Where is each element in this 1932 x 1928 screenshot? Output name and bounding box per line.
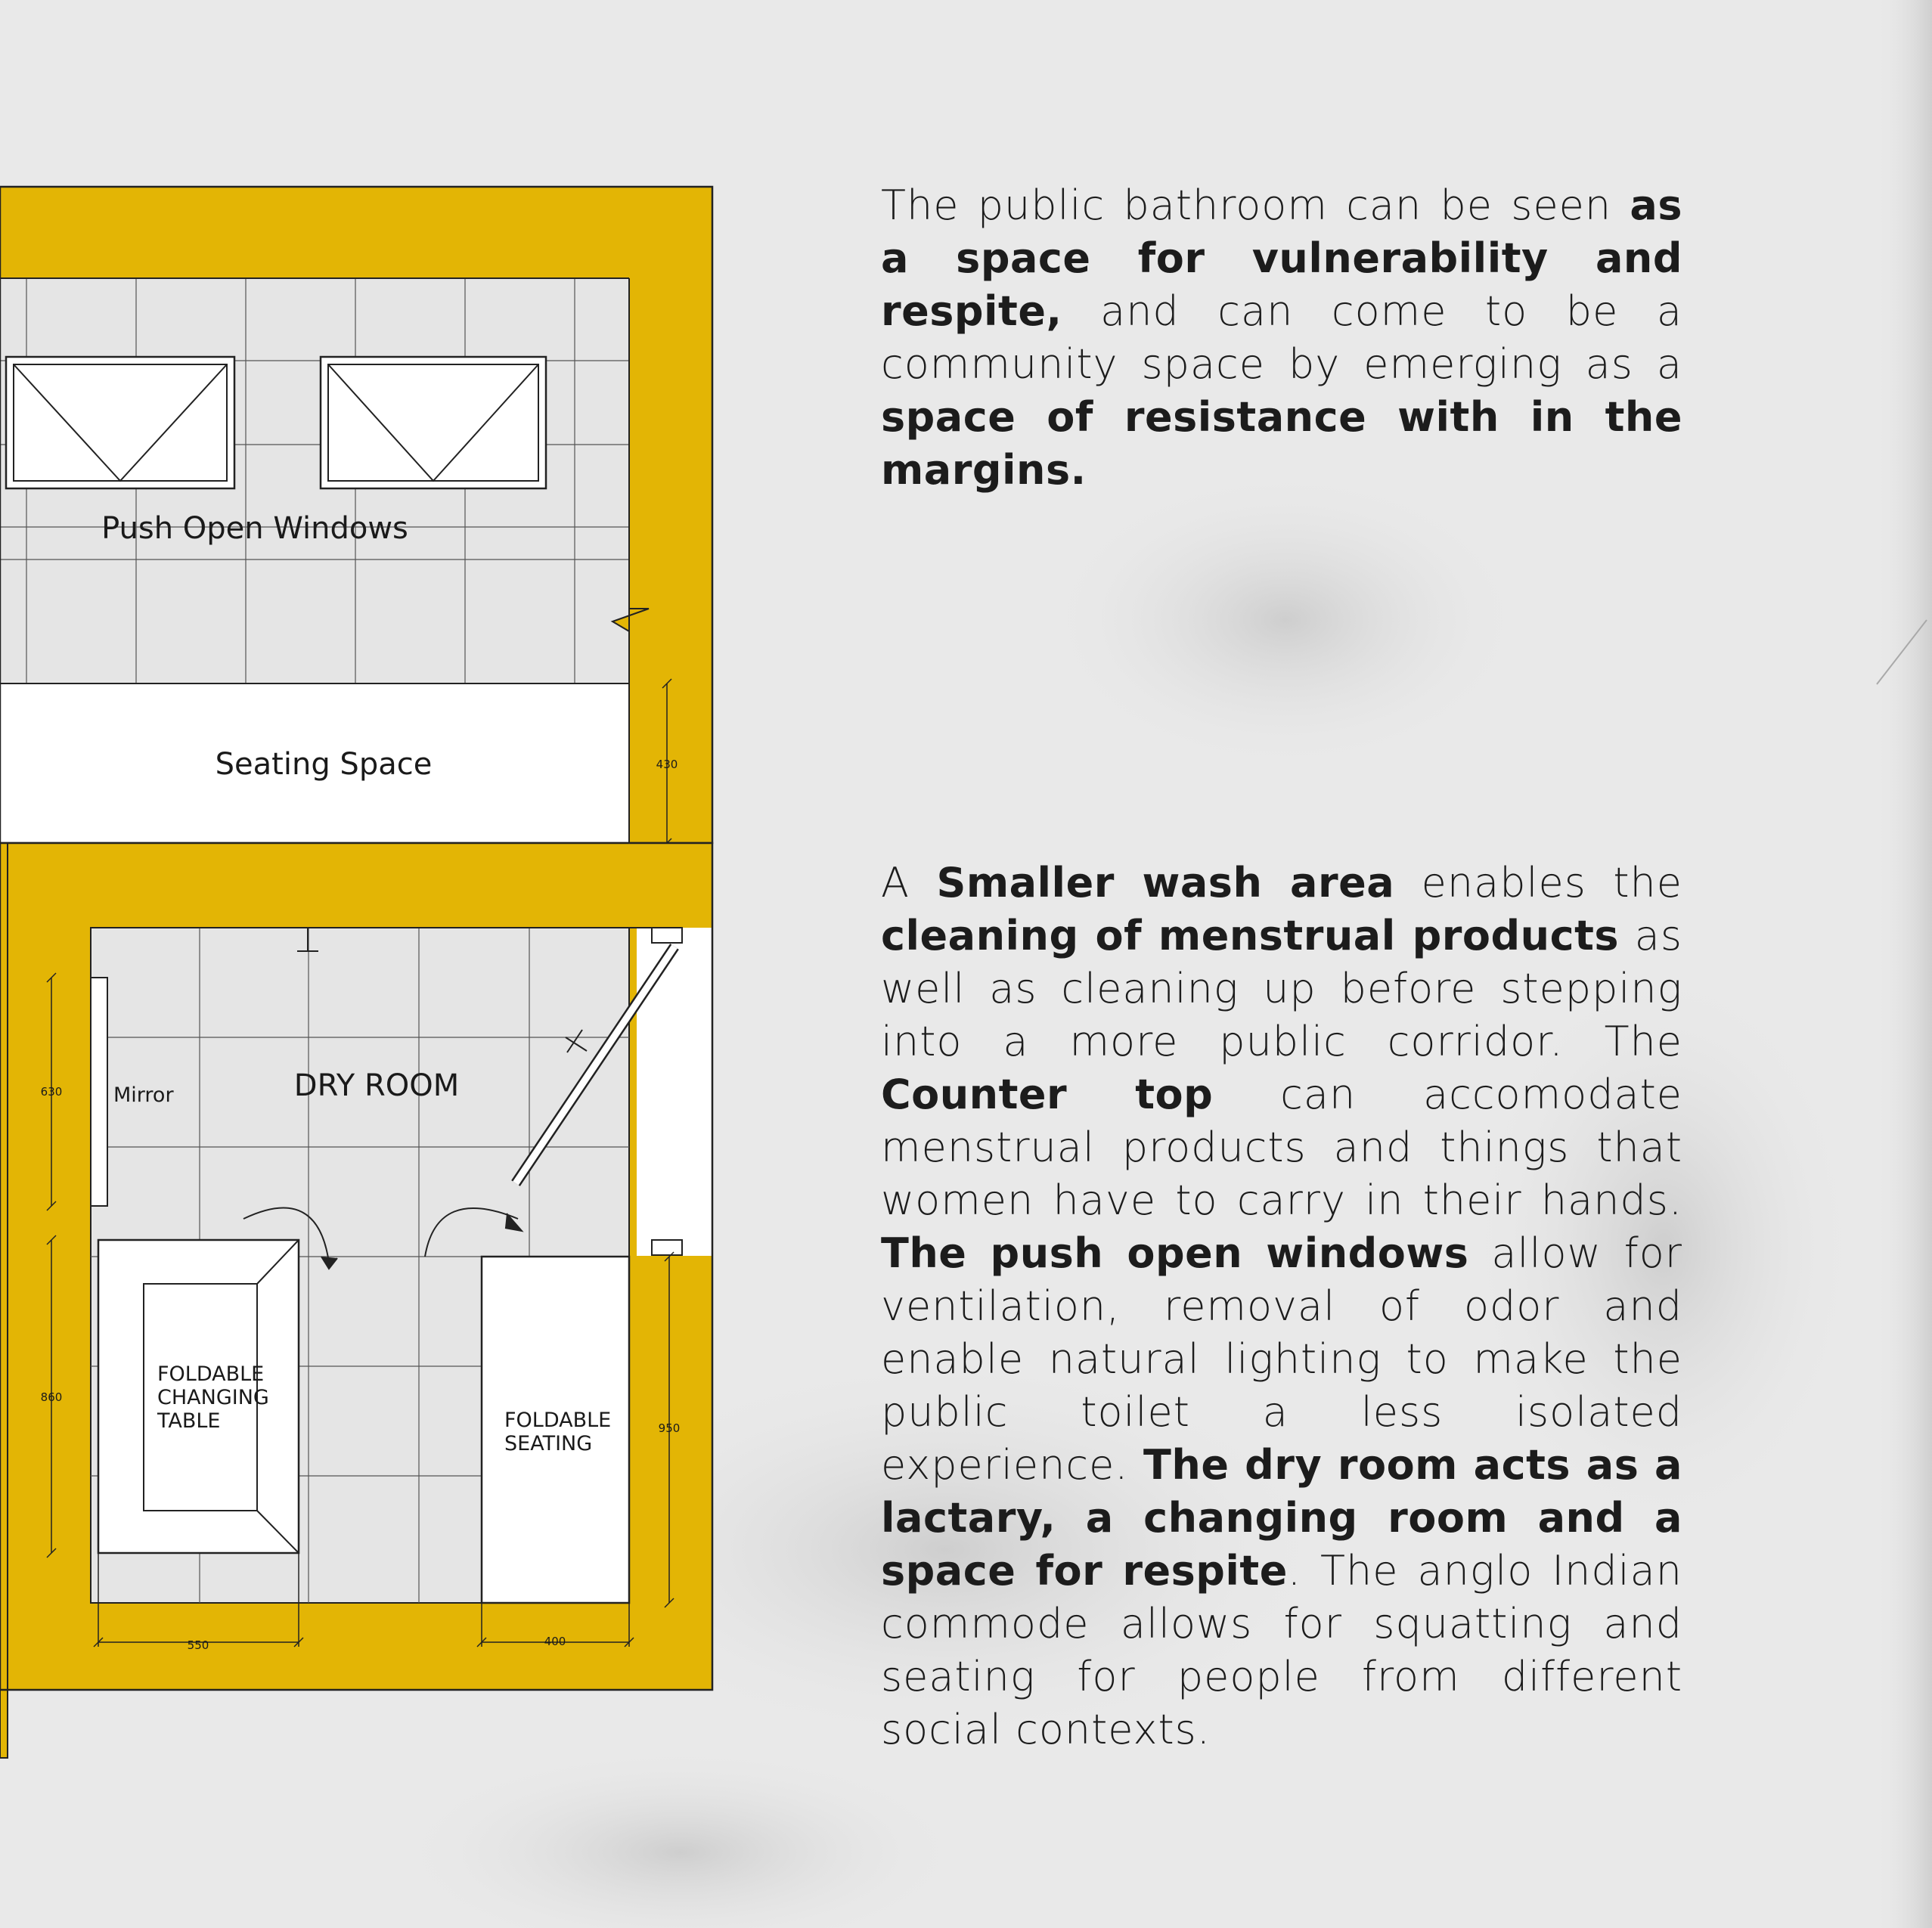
door-jamb-bottom [652, 1240, 682, 1255]
emphasis-text: Counter top [881, 1071, 1214, 1118]
table-height-dimension: 860 [40, 1390, 63, 1404]
emphasis-text: Smaller wash area [936, 859, 1395, 907]
upper-room [0, 187, 712, 848]
mirror-height-dimension: 630 [40, 1085, 63, 1099]
emphasis-text: space of resistance with in the margins. [881, 393, 1682, 494]
changing-table-label-line2: CHANGING [157, 1386, 269, 1409]
changing-table-label-line3: TABLE [157, 1409, 221, 1433]
body-text: can accomodate menstrual products and things that women have to carry in their hands. [881, 1071, 1682, 1224]
foldable-seating-label-line2: SEATING [504, 1432, 593, 1455]
push-open-window-right [321, 357, 546, 488]
foldable-seating [482, 1257, 629, 1603]
emphasis-text: The push open windows [881, 1229, 1469, 1277]
changing-table-label-line1: FOLDABLE [157, 1362, 265, 1386]
seating-width-dimension: 400 [544, 1635, 566, 1648]
description-paragraph [881, 857, 1682, 1756]
body-text: enables the [1394, 859, 1682, 907]
floor-plan [0, 0, 756, 1777]
dry-room-label: DRY ROOM [293, 1068, 460, 1103]
table-width-dimension: 550 [187, 1638, 209, 1652]
emphasis-text: as a space for vulnerability and respite, [881, 181, 1682, 335]
body-text: . The anglo Indian commode allows for squatting and seating for people from different social contexts. [881, 1547, 1682, 1753]
door-jamb-top [652, 928, 682, 943]
mirror [91, 978, 107, 1206]
lower-left-strip [0, 843, 8, 1758]
intro-paragraph [881, 179, 1682, 497]
body-text: allow for ventilation, removal of odor and enable natural lighting to make the public toilet a less isolated experience. [881, 1229, 1682, 1489]
body-text: A [881, 859, 937, 907]
emphasis-text: The dry room acts as a lactary, a changing room and a space for respite [881, 1441, 1682, 1595]
seating-space-label: Seating Space [215, 747, 433, 782]
foldable-seating-label-line1: FOLDABLE [504, 1409, 612, 1432]
emphasis-text: cleaning of menstrual products [881, 912, 1620, 959]
dry-room-section [0, 843, 712, 1758]
body-text: The public bathroom can be seen [881, 181, 1630, 229]
seating-length-dimension: 950 [658, 1421, 681, 1435]
push-open-windows-label: Push Open Windows [101, 511, 408, 546]
mirror-label: Mirror [113, 1083, 174, 1107]
seating-depth-dimension: 430 [656, 758, 678, 771]
body-text: and can come to be a community space by emerging as a [881, 287, 1682, 388]
foldable-changing-table [98, 1240, 299, 1553]
push-open-window-left [6, 357, 234, 488]
body-text: as well as cleaning up before stepping into a more public corridor. The [881, 912, 1683, 1065]
